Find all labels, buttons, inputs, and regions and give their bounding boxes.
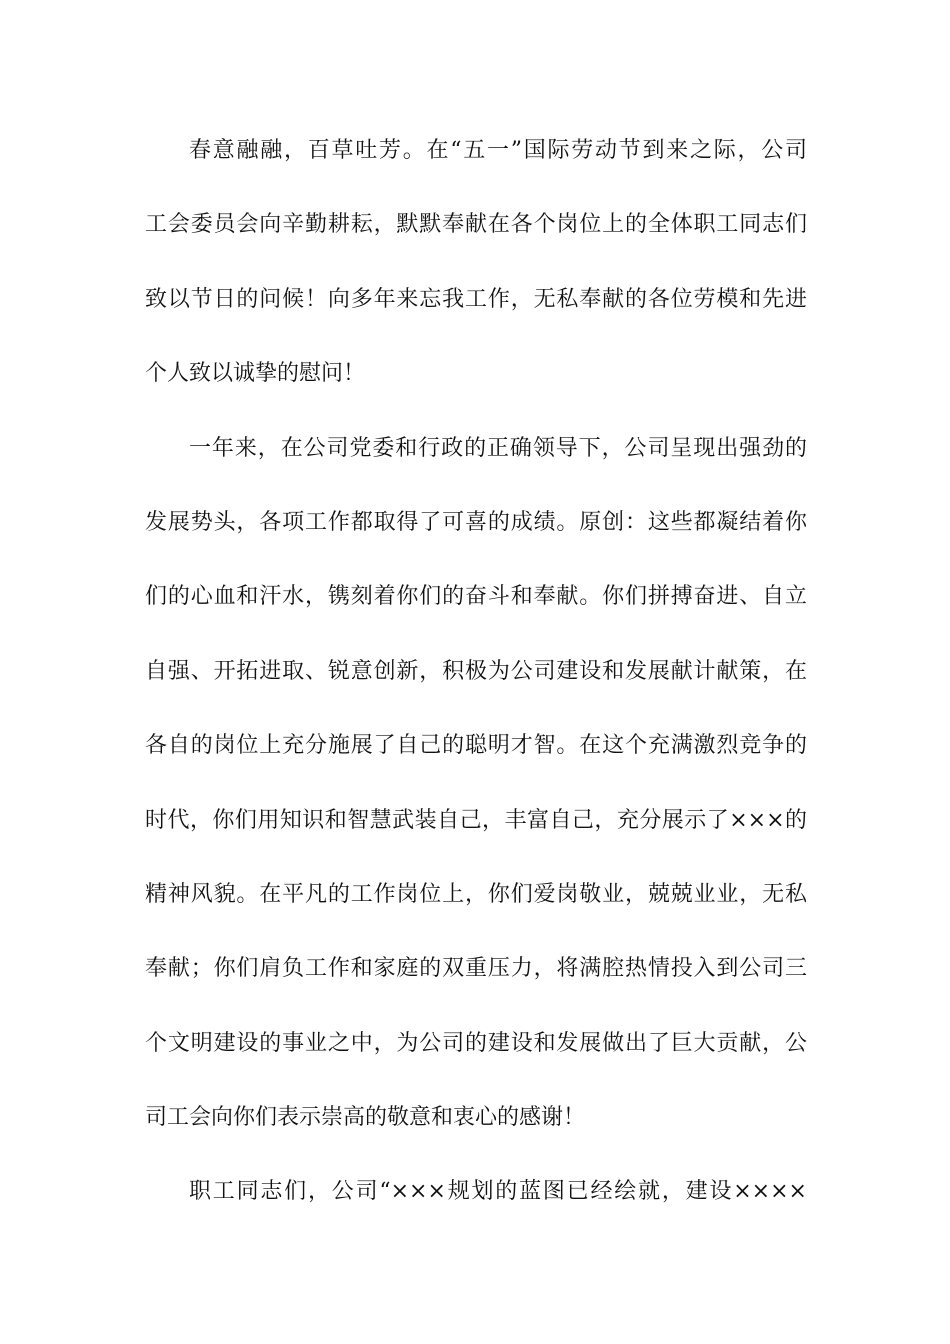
paragraph-1-line-3: 致以节日的问候！向多年来忘我工作，无私奉献的各位劳模和先进 <box>145 286 807 312</box>
paragraph-2-line-4: 自强、开拓进取、锐意创新，积极为公司建设和发展献计献策，在 <box>145 658 807 684</box>
paragraph-2-line-6: 时代，你们用知识和智慧武装自己，丰富自己，充分展示了×××的 <box>145 807 807 833</box>
paragraph-2-line-1: 一年来，在公司党委和行政的正确领导下，公司呈现出强劲的 <box>189 435 807 461</box>
paragraph-2-line-3: 们的心血和汗水，镌刻着你们的奋斗和奉献。你们拼搏奋进、自立 <box>145 584 807 610</box>
paragraph-2-line-10: 司工会向你们表示崇高的敬意和衷心的感谢！ <box>145 1105 586 1131</box>
paragraph-1-line-2: 工会委员会向辛勤耕耘，默默奉献在各个岗位上的全体职工同志们 <box>145 212 807 238</box>
paragraph-1-line-4: 个人致以诚挚的慰问！ <box>145 361 366 387</box>
paragraph-2-line-5: 各自的岗位上充分施展了自己的聪明才智。在这个充满激烈竞争的 <box>145 733 807 759</box>
paragraph-3-line-1: 职工同志们，公司“×××规划的蓝图已经绘就，建设×××× <box>189 1179 807 1205</box>
paragraph-2-line-2: 发展势头，各项工作都取得了可喜的成绩。原创：这些都凝结着你 <box>145 509 807 535</box>
paragraph-2-line-9: 个文明建设的事业之中，为公司的建设和发展做出了巨大贡献，公 <box>145 1030 807 1056</box>
document-body <box>145 129 807 1245</box>
paragraph-2-line-8: 奉献；你们肩负工作和家庭的双重压力，将满腔热情投入到公司三 <box>145 956 807 982</box>
paragraph-2-line-7: 精神风貌。在平凡的工作岗位上，你们爱岗敬业，兢兢业业，无私 <box>145 881 807 907</box>
paragraph-1-line-1: 春意融融，百草吐芳。在“五一”国际劳动节到来之际，公司 <box>189 138 807 163</box>
